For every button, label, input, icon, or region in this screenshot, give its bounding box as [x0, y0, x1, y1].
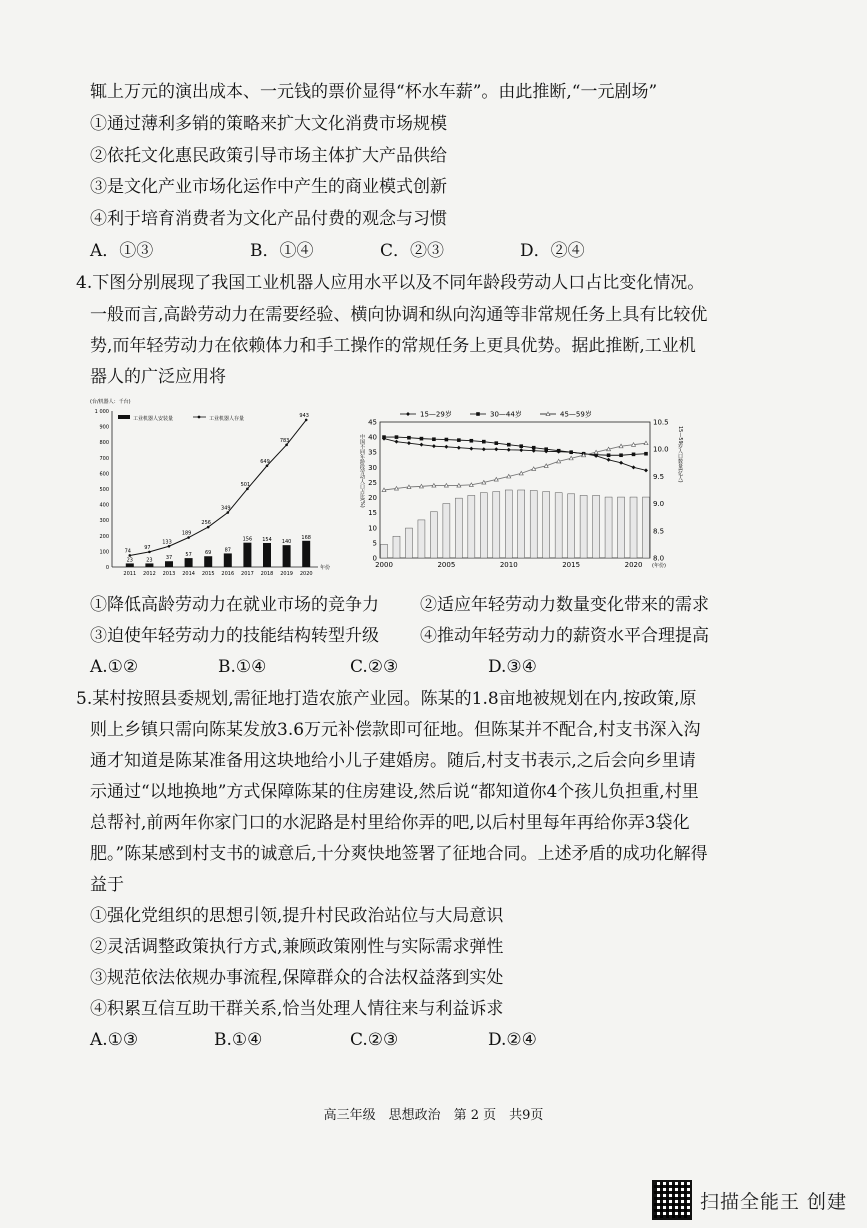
labor-series-point [419, 443, 423, 447]
robot-stock-label: 189 [181, 530, 192, 537]
q4-item-1: ①降低高龄劳动力在就业市场的竞争力 [90, 595, 379, 615]
labor-chart-xlabel: (年份) [652, 563, 666, 569]
robot-chart-xtick: 2016 [221, 571, 235, 577]
labor-chart-ytick-right: 8.5 [653, 527, 665, 536]
labor-series-point [519, 444, 523, 448]
robot-chart-xtick: 2014 [182, 571, 195, 577]
labor-series-point [382, 435, 386, 439]
labor-chart-ytick-left: 45 [368, 418, 377, 427]
labor-population-bar [381, 544, 388, 558]
robot-chart-ytick: 900 [99, 424, 109, 431]
labor-chart-ytick-left: 5 [372, 539, 377, 548]
watermark-text: 扫描全能王 创建 [700, 1190, 848, 1213]
robot-stock-label: 943 [299, 412, 309, 419]
q4-option-c[interactable]: C.②③ [350, 657, 399, 677]
robot-stock-label: 501 [240, 481, 251, 488]
labor-series-point [532, 446, 536, 450]
robot-install-label: 87 [224, 547, 231, 554]
robot-stock-point [148, 551, 151, 554]
labor-legend-label: 45—59岁 [560, 410, 592, 419]
q4-item-3: ③迫使年轻劳动力的技能结构转型升级 [90, 626, 379, 646]
robot-stock-label: 349 [221, 505, 231, 512]
robot-install-bar [145, 563, 153, 567]
q5-item-1: ①强化党组织的思想引领,提升村民政治站位与大局意识 [90, 906, 504, 926]
robot-chart-ytick: 0 [105, 565, 109, 571]
robot-install-label: 156 [242, 536, 253, 543]
labor-series-point [444, 445, 448, 449]
robot-chart-xtick: 2015 [201, 571, 215, 577]
q4-option-d[interactable]: D.③④ [488, 657, 537, 677]
q3-option-c[interactable]: C．②③ [380, 241, 445, 261]
robot-install-bar [204, 556, 212, 567]
robot-install-bar [243, 543, 251, 567]
labor-series-point [632, 465, 636, 469]
q3-option-a[interactable]: A．①③ [90, 241, 154, 261]
labor-chart-ylabel-left: 中国不同年龄段劳动人口占比(%) [359, 434, 365, 508]
q4-stem-line-2: 一般而言,高龄劳动力在需要经验、横向协调和纵向沟通等非常规任务上具有比较优 [90, 305, 708, 325]
q4-stem-line-1: 4.下图分别展现了我国工业机器人应用水平以及不同年龄段劳动人口占比变化情况。 [76, 273, 705, 293]
robot-chart-ytick: 700 [99, 455, 109, 462]
robot-install-label: 23 [146, 557, 153, 564]
q4-item-2: ②适应年轻劳动力数量变化带来的需求 [420, 595, 709, 615]
labor-legend-marker [476, 412, 480, 416]
q3-item-2: ②依托文化惠民政策引导市场主体扩大产品供给 [90, 146, 447, 166]
labor-population-bar [630, 497, 637, 558]
q5-option-c[interactable]: C.②③ [350, 1030, 399, 1050]
legend-label-stock: 工业机器人存量 [209, 416, 245, 422]
q5-option-a[interactable]: A.①③ [90, 1030, 139, 1050]
labor-chart-ytick-left: 10 [368, 524, 377, 533]
labor-population-bar [430, 512, 437, 558]
labor-series-point [457, 446, 461, 450]
labor-series-line [384, 437, 646, 455]
robot-stock-point [266, 464, 269, 467]
robot-install-label: 23 [126, 557, 133, 564]
q5-item-4: ④积累互信互助干群关系,恰当处理人情往来与利益诉求 [90, 999, 504, 1019]
robot-chart-xtick: 2019 [280, 571, 293, 577]
labor-chart-ytick-left: 0 [372, 554, 377, 563]
q4-stem-line-4: 器人的广泛应用将 [90, 367, 226, 387]
labor-series-point [644, 468, 648, 472]
q5-option-b[interactable]: B.①④ [214, 1030, 263, 1050]
robot-stock-label: 649 [260, 458, 270, 465]
robot-chart-ytick: 400 [99, 502, 109, 509]
robot-chart-ytick: 800 [99, 440, 109, 447]
robot-stock-label: 74 [124, 548, 131, 555]
qr-code-icon [652, 1180, 692, 1220]
robot-chart-xtick: 2020 [299, 571, 313, 577]
labor-chart-ytick-left: 20 [368, 494, 377, 503]
labor-series-point [470, 439, 474, 443]
labor-population-bar [493, 492, 500, 558]
labor-chart [350, 408, 690, 578]
q3-stem-continuation: 辄上万元的演出成本、一元钱的票价显得“杯水车薪”。由此推断,“一元剧场” [90, 82, 658, 102]
scanner-watermark [652, 1180, 847, 1220]
q5-stem-line-5: 总帮衬,前两年你家门口的水泥路是村里给你弄的吧,以后村里每年再给你弄3袋化 [90, 813, 690, 833]
q5-stem-line-3: 通才知道是陈某准备用这块地给小儿子建婚房。随后,村支书表示,之后会向乡里请 [90, 751, 696, 771]
labor-population-bar [468, 495, 475, 558]
q3-option-b[interactable]: B．①④ [250, 241, 314, 261]
robot-stock-label: 256 [201, 520, 211, 527]
robot-chart-xtick: 2018 [260, 571, 274, 577]
labor-chart-xtick: 2020 [624, 561, 643, 569]
robot-stock-label: 783 [279, 437, 290, 444]
q4-stem-line-3: 势,而年轻劳动力在依赖体力和手工操作的常规任务上更具优势。据此推断,工业机 [90, 336, 696, 356]
robot-chart-ytick: 200 [99, 533, 109, 540]
robot-chart-ytick: 100 [99, 549, 109, 556]
labor-series-point [544, 447, 548, 451]
robot-chart-xtick: 2011 [123, 571, 137, 577]
labor-series-point [494, 441, 498, 445]
robot-install-label: 140 [281, 539, 292, 546]
labor-chart-ytick-left: 30 [368, 463, 377, 472]
labor-legend-marker [406, 412, 410, 416]
labor-chart-xtick: 2015 [562, 561, 581, 569]
robot-chart-xtick: 2012 [143, 571, 156, 577]
labor-series-point [432, 437, 436, 441]
labor-chart-ytick-left: 40 [368, 433, 377, 442]
labor-series-point [395, 435, 399, 439]
labor-population-bar [505, 490, 512, 558]
labor-population-bar [593, 495, 600, 558]
labor-series-point [619, 461, 623, 465]
labor-series-point [407, 436, 411, 440]
robot-chart-ytick: 300 [99, 518, 109, 525]
labor-series-point [482, 440, 486, 444]
labor-population-bar [618, 497, 625, 558]
robot-stock-point [187, 536, 190, 539]
q5-stem-line-7: 益于 [90, 875, 124, 895]
robot-install-label: 154 [262, 536, 272, 543]
robot-install-bar [165, 561, 173, 567]
robot-stock-label: 133 [162, 539, 172, 546]
labor-series-point [445, 438, 449, 442]
robot-stock-point [168, 545, 171, 548]
labor-chart-xtick: 2005 [437, 561, 456, 569]
labor-chart-ytick-right: 10.0 [653, 445, 669, 454]
q5-item-2: ②灵活调整政策执行方式,兼顾政策刚性与实际需求弹性 [90, 937, 504, 957]
labor-series-point [644, 452, 648, 456]
labor-population-bar [405, 528, 412, 558]
labor-chart-xtick: 2010 [499, 561, 518, 569]
legend-marker-stock [198, 416, 201, 419]
robot-install-label: 57 [185, 552, 192, 559]
robot-install-label: 69 [205, 550, 212, 557]
labor-series-point [507, 448, 511, 452]
labor-chart-ytick-right: 9.0 [653, 500, 665, 509]
labor-series-point [482, 447, 486, 451]
robot-chart-xtick: 2017 [241, 571, 254, 577]
legend-label-installs: 工业机器人安装量 [133, 416, 174, 422]
labor-series-point [619, 453, 623, 457]
labor-population-bar [418, 520, 425, 558]
labor-population-bar [518, 490, 525, 558]
labor-chart-ytick-left: 15 [368, 509, 377, 518]
labor-population-bar [605, 497, 612, 558]
labor-series-point [607, 453, 611, 457]
legend-swatch-installs [118, 415, 130, 419]
labor-chart-ytick-right: 10.5 [653, 418, 669, 427]
labor-chart-ytick-right: 8.0 [653, 554, 665, 563]
q4-option-b[interactable]: B.①④ [218, 657, 267, 677]
q5-option-d[interactable]: D.②④ [488, 1030, 537, 1050]
q5-item-3: ③规范依法依规办事流程,保障群众的合法权益落到实处 [90, 968, 504, 988]
robot-chart-xtick: 2013 [162, 571, 176, 577]
q3-option-d[interactable]: D．②④ [520, 241, 585, 261]
labor-legend-label: 15—29岁 [420, 410, 452, 419]
robot-chart-ytick: 500 [99, 487, 109, 493]
q5-stem-line-1: 5.某村按照县委规划,需征地打造农旅产业园。陈某的1.8亩地被规划在内,按政策,原 [76, 689, 697, 709]
q5-stem-line-4: 示通过“以地换地”方式保障陈某的住房建设,然后说“都知道你4个孩儿负担重,村里 [90, 782, 699, 802]
labor-series-point [420, 437, 424, 441]
q3-item-4: ④利于培育消费者为文化产品付费的观念与习惯 [90, 209, 447, 229]
labor-series-line [384, 439, 646, 471]
labor-chart-ylabel-right: 15—59岁人口数量(亿人) [677, 426, 683, 483]
labor-legend-label: 30—44岁 [490, 410, 522, 419]
robot-stock-point [285, 444, 288, 447]
labor-population-bar [543, 492, 550, 558]
labor-series-point [607, 458, 611, 462]
q3-item-1: ①通过薄利多销的策略来扩大文化消费市场规模 [90, 114, 447, 134]
labor-population-bar [455, 498, 462, 558]
robot-chart-xlabel: 年份 [320, 565, 331, 571]
robot-chart [88, 395, 331, 580]
robot-install-bar [126, 563, 134, 567]
robot-stock-point [207, 526, 210, 529]
labor-series-point [507, 443, 511, 447]
labor-population-bar [443, 504, 450, 558]
robot-install-bar [302, 541, 310, 567]
labor-chart-ytick-right: 9.5 [653, 472, 665, 481]
labor-population-bar [480, 493, 487, 558]
robot-stock-label: 97 [144, 544, 151, 551]
q3-item-3: ③是文化产业市场化运作中产生的商业模式创新 [90, 177, 447, 197]
labor-population-bar [393, 536, 400, 558]
robot-chart-ylabel: (台/机器人：千台) [90, 399, 131, 405]
labor-series-point [519, 448, 523, 452]
robot-stock-point [129, 554, 132, 557]
robot-install-bar [224, 553, 232, 567]
labor-series-point [457, 438, 461, 442]
robot-chart-ytick: 1 000 [94, 409, 109, 415]
labor-series-point [394, 440, 398, 444]
labor-population-bar [568, 494, 575, 558]
robot-stock-point [305, 419, 308, 422]
robot-install-label: 37 [165, 555, 173, 562]
labor-series-point [569, 450, 573, 454]
labor-population-bar [643, 497, 650, 558]
labor-series-point [494, 447, 498, 451]
labor-chart-xtick: 2000 [375, 561, 393, 569]
q5-stem-line-6: 肥。”陈某感到村支书的诚意后,十分爽快地签署了征地合同。上述矛盾的成功化解得 [90, 844, 708, 864]
labor-series-point [557, 449, 561, 453]
labor-series-point [432, 444, 436, 448]
labor-population-bar [530, 491, 537, 558]
robot-chart-ytick: 600 [99, 471, 109, 478]
robot-stock-point [246, 488, 249, 491]
page-footer: 高三年级 思想政治 第 2 页 共9页 [323, 1108, 544, 1123]
labor-series-point [469, 447, 473, 451]
labor-series-point [632, 453, 636, 457]
labor-chart-ytick-left: 25 [368, 478, 377, 487]
robot-install-label: 168 [301, 534, 311, 541]
robot-install-bar [283, 545, 291, 567]
labor-population-bar [580, 495, 587, 558]
q4-item-4: ④推动年轻劳动力的薪资水平合理提高 [420, 626, 709, 646]
labor-chart-ytick-left: 35 [368, 448, 377, 457]
robot-install-bar [263, 543, 271, 567]
robot-stock-point [227, 511, 230, 514]
labor-series-point [407, 441, 411, 445]
q4-option-a[interactable]: A.①② [90, 657, 139, 677]
q5-stem-line-2: 则上乡镇只需向陈某发放3.6万元补偿款即可征地。但陈某并不配合,村支书深入沟 [90, 720, 701, 740]
labor-population-bar [555, 493, 562, 558]
robot-install-bar [185, 558, 193, 567]
